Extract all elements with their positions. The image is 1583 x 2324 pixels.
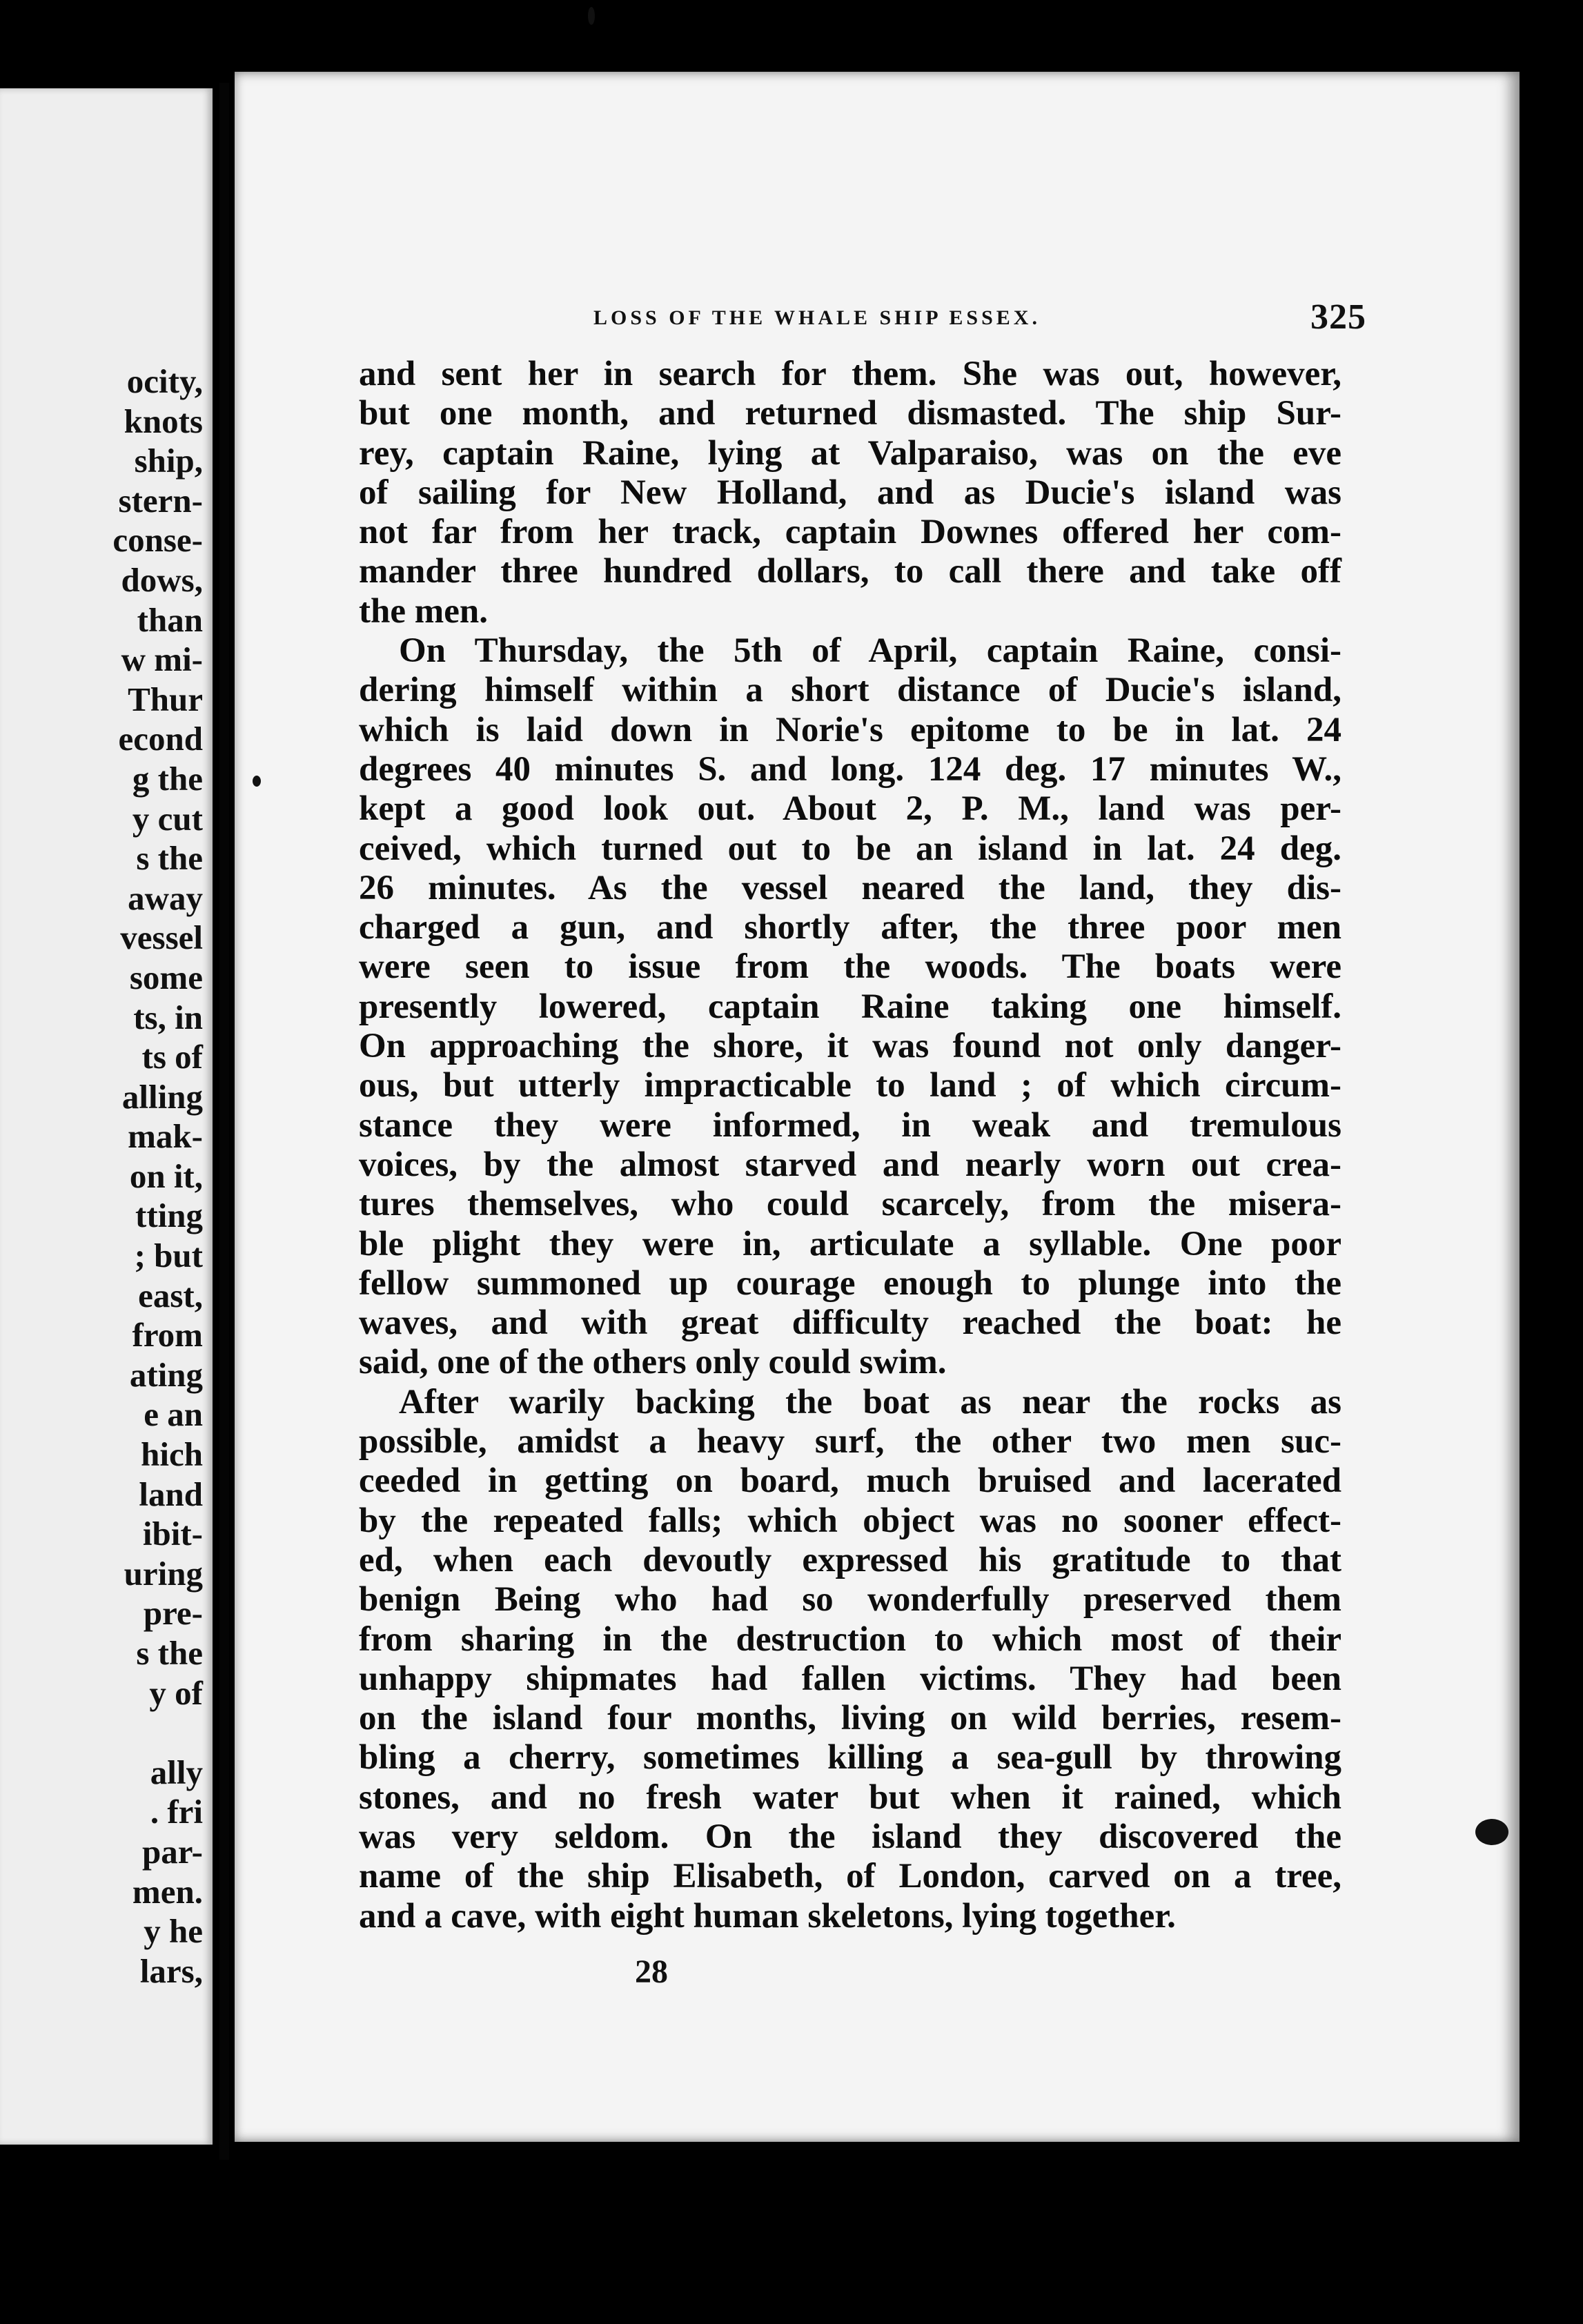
facing-line-end: mak- (128, 1117, 203, 1156)
text-line: possible, amidst a heavy surf, the other two men suc- (359, 1422, 1341, 1461)
facing-line-end: y cut (132, 799, 203, 838)
text-line: stones, and no fresh water but when it rained, which (359, 1778, 1341, 1817)
facing-line-end: from (132, 1316, 203, 1355)
facing-line-end: ship, (134, 442, 203, 480)
facing-line-end: Thur (128, 680, 203, 718)
facing-line-end: e an (144, 1395, 203, 1434)
text-line: name of the ship Elisabeth, of London, carved on a tree, (359, 1857, 1341, 1896)
text-line: ous, but utterly impracticable to land ; of which circum- (359, 1066, 1341, 1105)
facing-line-end (0, 1713, 203, 1753)
facing-line-end: east, (138, 1276, 203, 1314)
facing-line-end: on it, (129, 1156, 203, 1195)
text-line: benign Being who had so wonderfully preserved them (359, 1580, 1341, 1619)
page-number: 325 (1310, 297, 1366, 337)
text-line: fellow summoned up courage enough to plunge into the (359, 1263, 1341, 1303)
running-head (593, 297, 1422, 338)
page-gutter (219, 83, 229, 2160)
facing-line-end: s the (136, 1634, 203, 1672)
text-line: ble plight they were in, articulate a syllable. One poor (359, 1224, 1341, 1263)
text-line: the men. (359, 591, 488, 631)
facing-line-end: par- (142, 1832, 203, 1871)
text-line: by the repeated falls; which object was no sooner effect- (359, 1501, 1341, 1540)
facing-line-end: ally (150, 1753, 203, 1791)
facing-line-end: away (128, 878, 203, 917)
text-line: which is laid down in Norie's epitome to be in lat. 24 (359, 710, 1341, 749)
facing-line-end: pre- (143, 1594, 203, 1633)
text-line: unhappy shipmates had fallen victims. They had been (359, 1659, 1341, 1698)
text-line: of sailing for New Holland, and as Ducie's island was (359, 473, 1341, 512)
facing-line-end: hich (141, 1435, 203, 1474)
facing-line-end: ts, in (133, 998, 203, 1036)
signature-mark: 28 (635, 1953, 668, 1990)
text-line: and sent her in search for them. She was out, however, (359, 355, 1341, 393)
text-line: not far from her track, captain Downes offered her com- (359, 513, 1341, 552)
facing-line-end: lars, (139, 1951, 203, 1990)
text-line: were seen to issue from the woods. The boats were (359, 947, 1341, 987)
text-line: degrees 40 minutes S. and long. 124 deg. 17 minutes W., (359, 749, 1341, 789)
facing-line-end: ts of (141, 1038, 203, 1076)
text-line: voices, by the almost starved and nearly worn out crea- (359, 1145, 1341, 1184)
text-line: ceeded in getting on board, much bruised and lacerated (359, 1461, 1341, 1501)
text-line: dering himself within a short distance of Ducie's island, (359, 671, 1341, 710)
scan-speck (253, 776, 261, 787)
scan-speck (1475, 1819, 1508, 1845)
facing-line-end: uring (124, 1554, 203, 1593)
text-line: charged a gun, and shortly after, the three poor men (359, 908, 1341, 947)
text-line: was very seldom. On the island they discovered the (359, 1817, 1341, 1856)
facing-line-end: stern- (118, 481, 203, 520)
facing-line-end: ibit- (142, 1515, 203, 1553)
facing-line-end: y he (144, 1912, 203, 1951)
text-line: On approaching the shore, it was found not only danger- (359, 1027, 1341, 1066)
running-title: LOSS OF THE WHALE SHIP ESSEX. (593, 306, 1041, 329)
facing-line-end: dows, (121, 560, 203, 599)
text-line: on the island four months, living on wild berries, resem- (359, 1699, 1341, 1738)
facing-line-end: ating (129, 1355, 203, 1394)
facing-line-end: some (129, 958, 203, 996)
text-line: After warily backing the boat as near the rocks as (399, 1382, 1341, 1421)
text-line: ed, when each devoutly expressed his gratitude to that (359, 1540, 1341, 1579)
facing-line-end: y of (149, 1673, 203, 1712)
facing-line-end: ocity, (126, 362, 203, 400)
facing-line-end: s the (136, 839, 203, 878)
text-line: tures themselves, who could scarcely, from the misera- (359, 1185, 1341, 1224)
text-line: said, one of the others only could swim. (359, 1343, 947, 1382)
body-text (359, 355, 1341, 1936)
facing-line-end: econd (118, 720, 203, 758)
text-line: and a cave, with eight human skeletons, lying together. (359, 1896, 1176, 1936)
facing-line-end: conse- (112, 521, 203, 560)
facing-line-end: knots (124, 402, 203, 440)
text-line: but one month, and returned dismasted. The ship Sur- (359, 394, 1341, 433)
facing-line-end: g the (132, 759, 203, 798)
facing-line-end: . fri (150, 1793, 203, 1831)
scan-speck (588, 7, 595, 25)
text-line: presently lowered, captain Raine taking one himself. (359, 987, 1341, 1026)
text-line: from sharing in the destruction to which most of their (359, 1619, 1341, 1659)
text-line: ceived, which turned out to be an island in lat. 24 deg. (359, 829, 1341, 868)
page-325 (235, 72, 1520, 2142)
text-line: mander three hundred dollars, to call there and take off (359, 552, 1341, 591)
facing-line-end: than (137, 600, 203, 639)
facing-line-end: men. (132, 1872, 203, 1911)
text-line: On Thursday, the 5th of April, captain Raine, consi- (399, 631, 1341, 671)
text-line: bling a cherry, sometimes killing a sea-gull by throwing (359, 1738, 1341, 1778)
text-line: rey, captain Raine, lying at Valparaiso, was on the eve (359, 433, 1341, 473)
facing-line-end: land (139, 1475, 203, 1513)
facing-page-fragment (0, 88, 213, 2145)
text-line: 26 minutes. As the vessel neared the land, they dis- (359, 868, 1341, 907)
text-line: waves, and with great difficulty reached the boat: he (359, 1303, 1341, 1343)
facing-line-end: w mi- (121, 640, 203, 679)
text-line: stance they were informed, in weak and tremulous (359, 1105, 1341, 1145)
facing-line-end: ; but (134, 1237, 203, 1275)
facing-line-end: alling (121, 1077, 203, 1116)
facing-page-text (0, 362, 203, 1991)
facing-line-end: tting (135, 1197, 203, 1235)
text-line: kept a good look out. About 2, P. M., land was per- (359, 789, 1341, 829)
facing-line-end: vessel (120, 918, 203, 957)
